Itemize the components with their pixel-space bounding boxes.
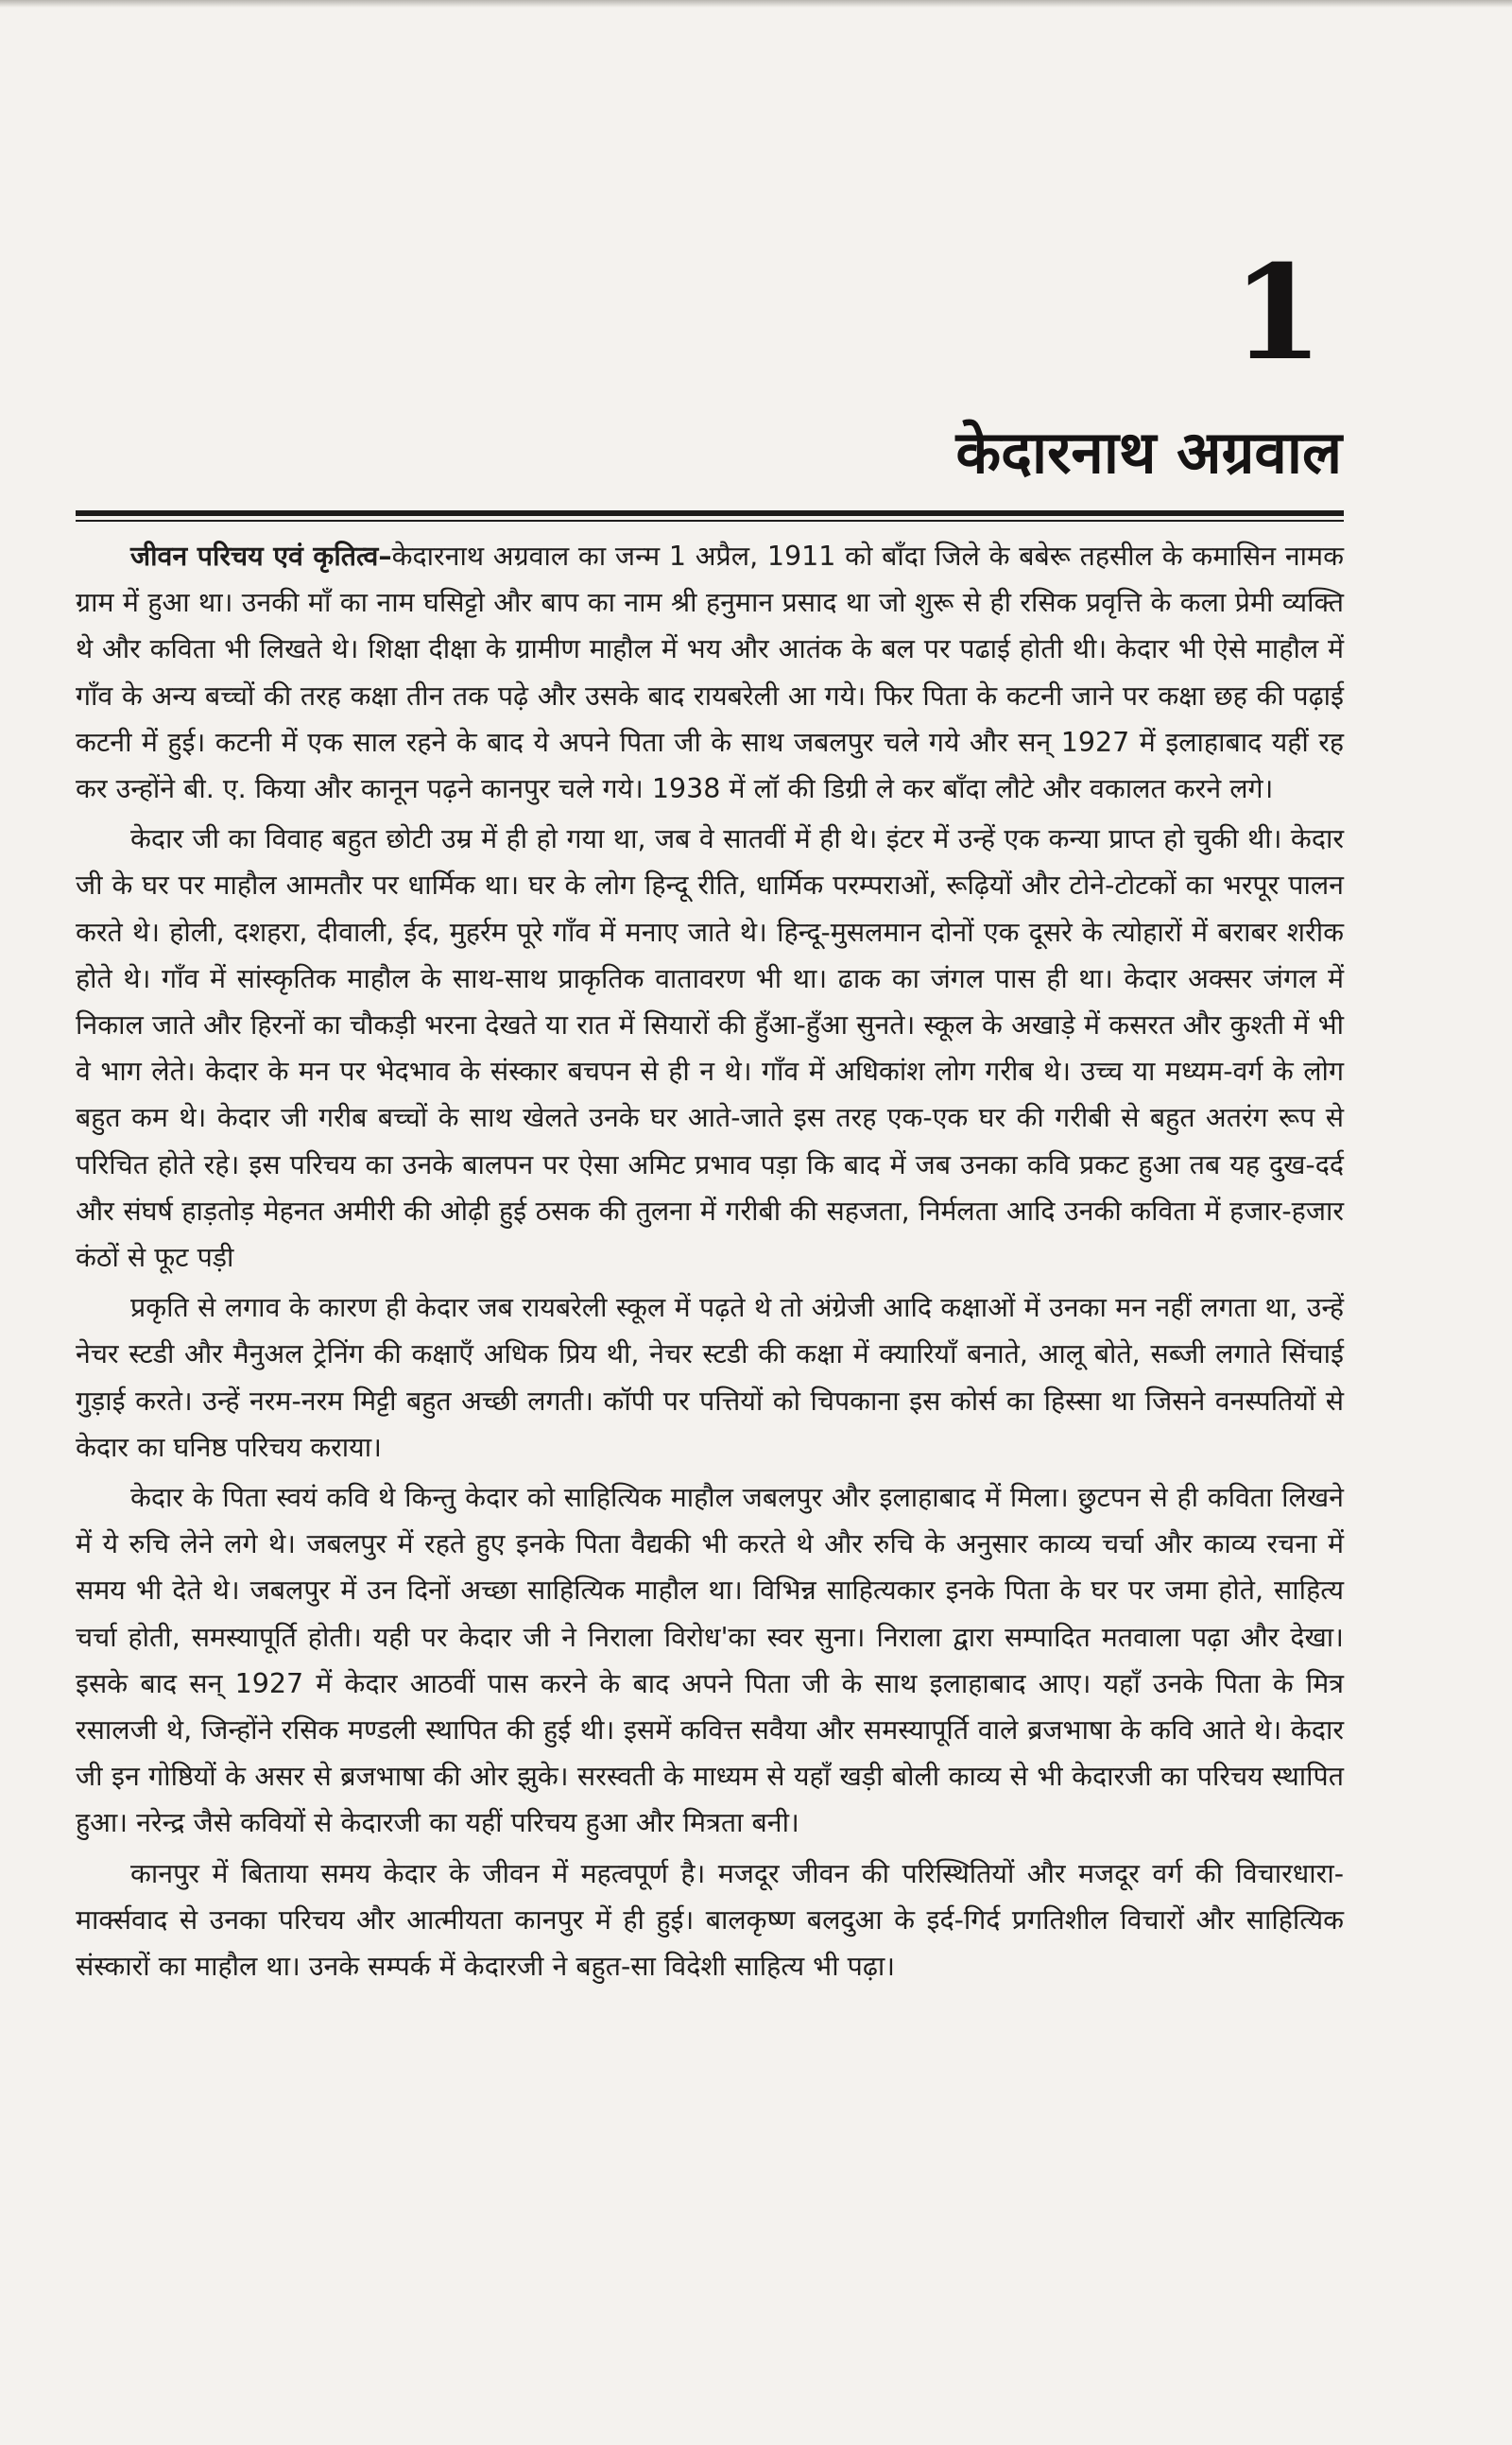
paragraph-heading: जीवन परिचय एवं कृतित्व– [130,541,392,572]
paragraph-1-text: केदारनाथ अग्रवाल का जन्म 1 अप्रैल, 1911 को बाँदा जिले के बबेरू तहसील के कमासिन नामक ग्राम में हुआ था। उनकी माँ का नाम घसिट्टो और बाप का नाम श्री हनुमान प्रसाद था जो शुरू से ही रसिक प्रवृत्ति के कला प्रेमी व्यक्ति थे और कविता भी लिखते थे। शिक्षा दीक्षा के ग्रामीण माहौल में भय और आतंक के बल पर पढाई होती थी। केदार भी ऐसे माहौल में गाँव के अन्य बच्चों की तरह कक्षा तीन तक पढ़े और उसके बाद रायबरेली आ गये। फिर पिता के कटनी जाने पर कक्षा छह की पढ़ाई कटनी में हुई। कटनी में एक साल रहने के बाद ये अपने पिता जी के साथ जबलपुर चले गये और सन् 1927 में इलाहाबाद यहीं रह कर उन्होंने बी. ए. किया और कानून पढ़ने कानपुर चले गये। 1938 में लॉ की डिग्री ले कर बाँदा लौटे और वकालत करने लगे। [76,541,1344,805]
paragraph-4: केदार के पिता स्वयं कवि थे किन्तु केदार को साहित्यिक माहौल जबलपुर और इलाहाबाद में मिला। छुटपन से ही कविता लिखने में ये रुचि लेने लगे थे। जबलपुर में रहते हुए इनके पिता वैद्यकी भी करते थे और रुचि के अनुसार काव्य चर्चा और काव्य रचना में समय भी देते थे। जबलपुर में उन दिनों अच्छा साहित्यिक माहौल था। विभिन्न साहित्यकार इनके पिता के घर पर जमा होते, साहित्य चर्चा होती, समस्यापूर्ति होती। यही पर केदार जी ने निराला विरोध'का स्वर सुना। निराला द्वारा सम्पादित मतवाला पढ़ा और देखा। इसके बाद सन् 1927 में केदार आठवीं पास करने के बाद अपने पिता जी के साथ इलाहाबाद आए। यहाँ उनके पिता के मित्र रसालजी थे, जिन्होंने रसिक मण्डली स्थापित की हुई थी। इसमें कवित्त सवैया और समस्यापूर्ति वाले ब्रजभाषा के कवि आते थे। केदार जी इन गोष्ठियों के असर से ब्रजभाषा की ओर झुके। सरस्वती के माध्यम से यहाँ खड़ी बोली काव्य से भी केदारजी का परिचय स्थापित हुआ। नरेन्द्र जैसे कवियों से केदारजी का यहीं परिचय हुआ और मित्रता बनी। [76,1482,1344,1839]
body-text [76,533,1344,1993]
title-divider [76,510,1344,522]
chapter-title: केदारनाथ अग्रवाल [955,418,1342,487]
paragraph-1 [76,533,1344,812]
paragraph-3: प्रकृति से लगाव के कारण ही केदार जब रायबरेली स्कूल में पढ़ते थे तो अंग्रेजी आदि कक्षाओं में उनका मन नहीं लगता था, उन्हें नेचर स्टडी और मैनुअल ट्रेनिंग की कक्षाएँ अधिक प्रिय थी, नेचर स्टडी की कक्षा में क्यारियाँ बनाते, आलू बोते, सब्जी लगाते सिंचाई गुड़ाई करते। उन्हें नरम-नरम मिट्टी बहुत अच्छी लगती। कॉपी पर पत्तियों को चिपकाना इस कोर्स का हिस्सा था जिसने वनस्पतियों से केदार का घनिष्ठ परिचय कराया। [76,1292,1344,1463]
chapter-number: 1 [1231,235,1323,389]
paragraph-5: कानपुर में बिताया समय केदार के जीवन में महत्वपूर्ण है। मजदूर जीवन की परिस्थितियों और मजदूर वर्ग की विचारधारा-मार्क्सवाद से उनका परिचय और आत्मीयता कानपुर में ही हुई। बालकृष्ण बलदुआ के इर्द-गिर्द प्रगतिशील विचारों और साहित्यिक संस्कारों का माहौल था। उनके सम्पर्क में केदारजी ने बहुत-सा विदेशी साहित्य भी पढ़ा। [76,1857,1344,1983]
page-top-edge [0,0,1512,8]
paragraph-2: केदार जी का विवाह बहुत छोटी उम्र में ही हो गया था, जब वे सातवीं में ही थे। इंटर में उन्हें एक कन्या प्राप्त हो चुकी थी। केदार जी के घर पर माहौल आमतौर पर धार्मिक था। घर के लोग हिन्दू रीति, धार्मिक परम्पराओं, रूढ़ियों और टोने-टोटकों का भरपूर पालन करते थे। होली, दशहरा, दीवाली, ईद, मुहर्रम पूरे गाँव में मनाए जाते थे। हिन्दू-मुसलमान दोनों एक दूसरे के त्योहारों में बराबर शरीक होते थे। गाँव में सांस्कृतिक माहौल के साथ-साथ प्राकृतिक वातावरण भी था। ढाक का जंगल पास ही था। केदार अक्सर जंगल में निकाल जाते और हिरनों का चौकड़ी भरना देखते या रात में सियारों की हुँआ-हुँआ सुनते। स्कूल के अखाड़े में कसरत और कुश्ती में भी वे भाग लेते। केदार के मन पर भेदभाव के संस्कार बचपन से ही न थे। गाँव में अधिकांश लोग गरीब थे। उच्च या मध्यम-वर्ग के लोग बहुत कम थे। केदार जी गरीब बच्चों के साथ खेलते उनके घर आते-जाते इस तरह एक-एक घर की गरीबी से बहुत अतरंग रूप से परिचित होते रहे। इस परिचय का उनके बालपन पर ऐसा अमिट प्रभाव पड़ा कि बाद में जब उनका कवि प्रकट हुआ तब यह दुख-दर्द और संघर्ष हाड़तोड़ मेहनत अमीरी की ओढ़ी हुई ठसक की तुलना में गरीबी की सहजता, निर्मलता आदि उनकी कविता में हजार-हजार कंठों से फूट पड़ी [76,823,1344,1274]
